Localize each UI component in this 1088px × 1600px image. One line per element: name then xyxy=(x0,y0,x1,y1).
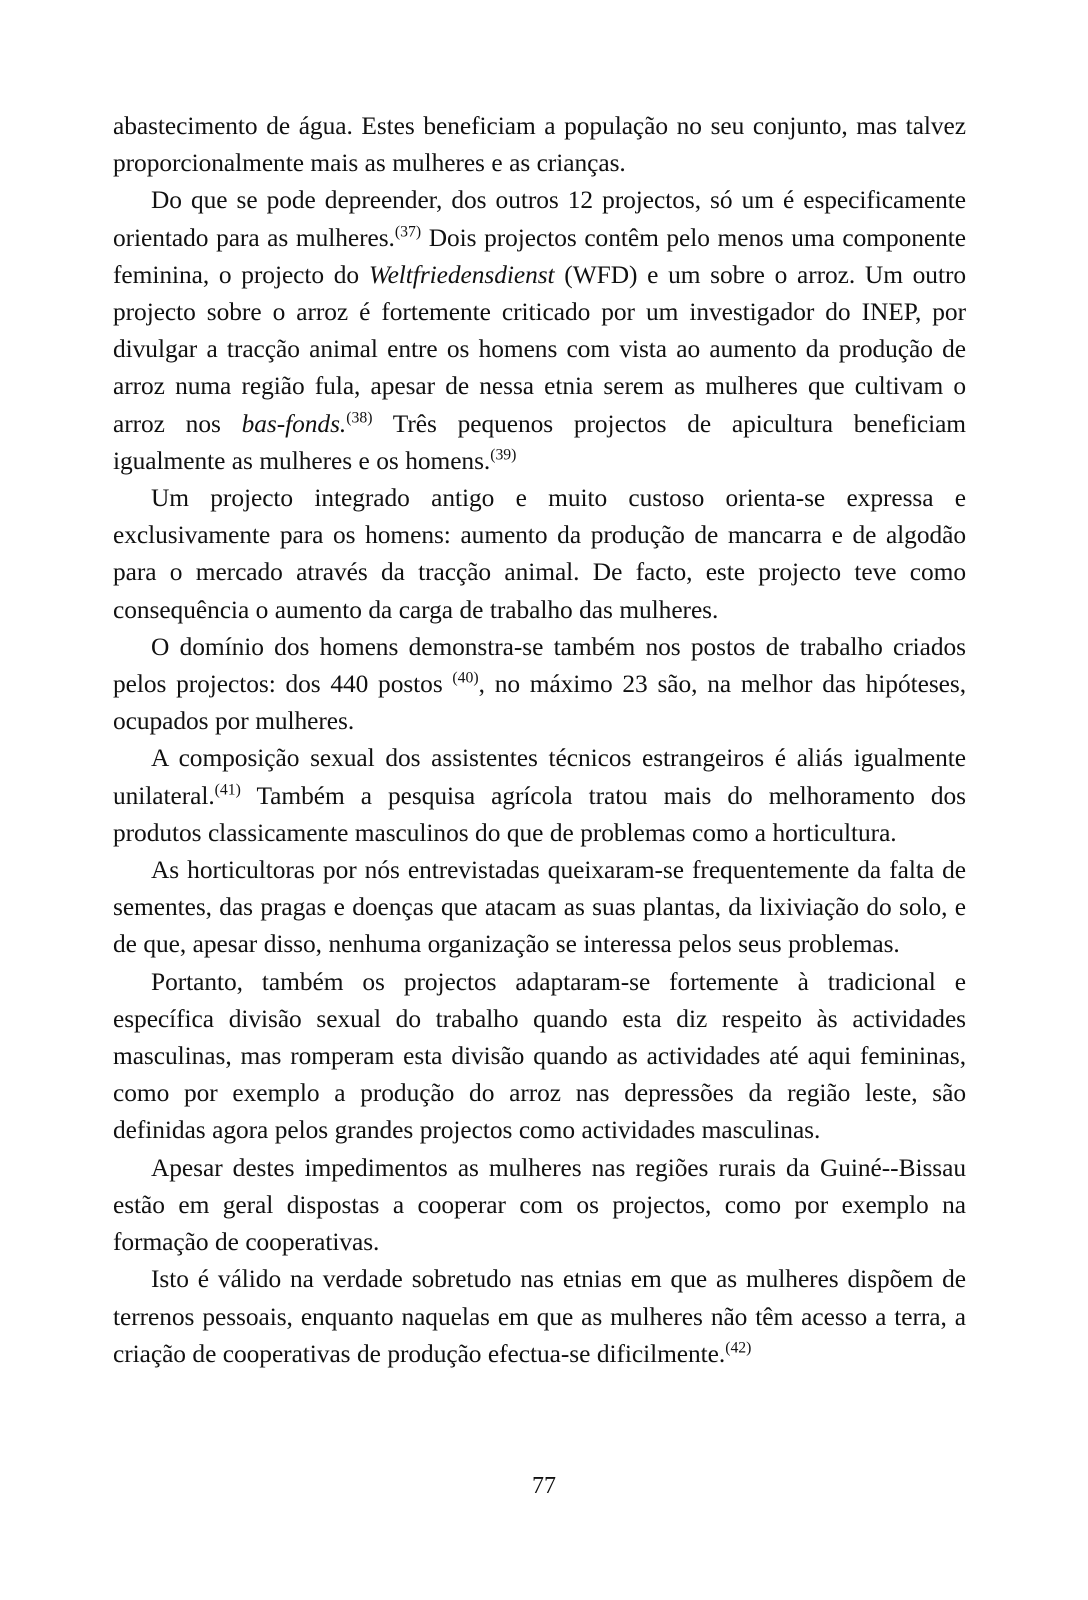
paragraph xyxy=(113,108,966,182)
text-run: Apesar destes impedimentos as mulheres nas regiões rurais da Guiné--Bissau estão em geral dispostas a cooperar com os projectos, como por exemplo na formação de cooperativas. xyxy=(113,1153,966,1257)
footnote-marker: (38) xyxy=(346,409,373,427)
paragraph xyxy=(113,964,966,1150)
footnote-marker: (39) xyxy=(490,446,517,464)
paragraph xyxy=(113,480,966,629)
footnote-marker: (37) xyxy=(394,223,422,241)
text-run: abastecimento de água. Estes beneficiam a população no seu conjunto, mas talvez proporcionalmente mais as mulheres e as crianças. xyxy=(113,112,966,178)
paragraph xyxy=(113,1150,966,1262)
text-run: As horticultoras por nós entrevistadas queixaram-se frequentemente da falta de sementes, das pragas e doenças que atacam as suas plantas, da lixiviação do solo, e de que, apesar disso, nenhuma organização se interessa pelos seus problemas. xyxy=(113,856,966,959)
text-run: Do que se pode depreender, dos outros 12 projectos, só um é especificamente orientado para as mulheres. xyxy=(113,186,966,252)
text-run: Dois projectos contêm pelo menos uma componente feminina, o projecto do xyxy=(113,223,967,289)
page-number: 77 xyxy=(532,1473,556,1499)
text-run: O domínio dos homens demonstra-se também nos postos de trabalho criados pelos projectos: dos 440 postos xyxy=(113,632,966,699)
text-run: A composição sexual dos assistentes técnicos estrangeiros é aliás igualmente unilateral. xyxy=(113,744,966,810)
paragraph xyxy=(113,1261,966,1373)
text-run: Isto é válido na verdade sobretudo nas etnias em que as mulheres dispõem de terrenos pessoais, enquanto naquelas em que as mulheres não têm acesso a terra, a criação de cooperativas de produção efectua-se dificilmente. xyxy=(113,1265,966,1368)
footnote-marker: (40) xyxy=(452,669,479,687)
paragraph xyxy=(113,182,966,480)
paragraph xyxy=(113,740,966,852)
text-run: Portanto, também os projectos adaptaram-se fortemente à tradicional e específica divisão sexual do trabalho quando esta diz respeito às actividades masculinas, mas romperam esta divisão quando as actividades até aqui femininas, como por exemplo a produção do arroz nas depressões da região leste, são definidas agora pelos grandes projectos como actividades masculinas. xyxy=(113,967,966,1145)
paragraph xyxy=(113,852,966,964)
paragraph xyxy=(113,629,966,741)
body-text-column xyxy=(113,108,966,1373)
footnote-marker: (41) xyxy=(214,781,241,799)
text-run: (WFD) e um sobre o arroz. Um outro projecto sobre o arroz é fortemente criticado por um investigador do INEP, por divulgar a tracção animal entre os homens com vista ao aumento da produção de arroz numa região fula, apesar de nessa etnia serem as mulheres que cultivam o arroz nos xyxy=(113,260,967,438)
text-run: , no máximo 23 são, na melhor das hipóteses, ocupados por mulheres. xyxy=(113,670,966,736)
italic-term: bas-fonds. xyxy=(241,409,347,438)
text-run: Também a pesquisa agrícola tratou mais do melhoramento dos produtos classicamente masculinos do que de problemas como a horticultura. xyxy=(113,781,966,847)
text-run: Três pequenos projectos de apicultura beneficiam igualmente as mulheres e os homens. xyxy=(113,409,967,475)
text-run: Um projecto integrado antigo e muito custoso orienta-se expressa e exclusivamente para os homens: aumento da produção de mancarra e de algodão para o mercado através da tracção animal. De facto, este projecto teve como consequência o aumento da carga de trabalho das mulheres. xyxy=(113,484,966,624)
italic-term: Weltfriedensdienst xyxy=(368,260,555,289)
footnote-marker: (42) xyxy=(725,1339,752,1357)
